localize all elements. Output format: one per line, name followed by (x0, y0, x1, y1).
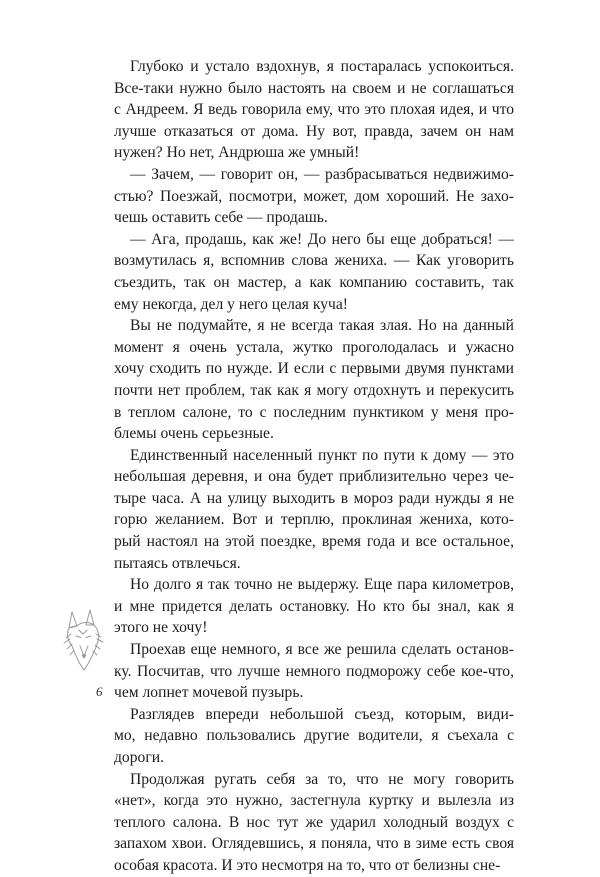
text-line: запахом хвои. Оглядевшись, я поняла, что в зиме есть своя (114, 835, 514, 853)
paragraph (114, 229, 514, 315)
text-line: Продолжая ругать себя за то, что не могу говорить (130, 770, 514, 788)
text-line: горю желанием. Вот и терплю, проклиная жениха, кото- (114, 511, 514, 529)
text-line: дороги. (114, 749, 164, 766)
text-line: в теплом салоне, то с последним пунктиком у меня про- (114, 403, 514, 421)
text-line: Вы не подумайте, я не всегда такая злая. Но на данный (130, 317, 514, 335)
text-line: с Андреем. Я ведь говорила ему, что это плохая идея, и что (114, 101, 514, 119)
paragraph (114, 315, 514, 445)
text-line: блемы очень серьезные. (114, 425, 274, 443)
text-line: небольшая деревня, и она будет приблизительно через че- (114, 468, 514, 486)
paragraph (114, 56, 514, 164)
text-line: и мне придется делать остановку. Но кто бы знал, как я (114, 597, 514, 615)
text-line: Все-таки нужно было настоять на своем и не соглашаться (114, 79, 514, 97)
text-line: момент я очень устала, жутко проголодалась и ужасно (114, 338, 514, 356)
page-number: 6 (96, 684, 103, 699)
text-line: возмутилась я, вспомнив слова жениха. — Как уговорить (114, 252, 514, 270)
text-line: пытаясь отвлечься. (114, 554, 241, 572)
text-line: чем лопнет мочевой пузырь. (114, 684, 304, 702)
paragraph (114, 639, 514, 704)
text-line: Проехав еще немного, я все же решила сделать останов- (130, 641, 514, 659)
text-line: — Ага, продашь, как же! До него бы еще добраться! — (130, 230, 514, 248)
text-line: «нет», когда это нужно, застегнула куртку и вылезла из (114, 792, 514, 810)
text-line: теплого салона. В нос тут же ударил холодный воздух с (114, 813, 514, 831)
text-line: Но долго я так точно не выдержу. Еще пара километров, (130, 576, 514, 594)
text-line: ку. Посчитав, что лучше немного подморожу себе кое-что, (114, 662, 514, 680)
text-line: мо, недавно пользовались другие водители, я съехала с (114, 727, 514, 745)
text-line: стью? Поезжай, посмотри, может, дом хороший. Не захо- (114, 187, 514, 205)
text-line: рый настоял на этой поездке, время года и все остальное, (114, 533, 514, 551)
body-text (114, 56, 514, 877)
paragraph (114, 769, 514, 877)
paragraph (114, 704, 514, 769)
text-line: нужен? Но нет, Андрюша же умный! (114, 144, 360, 162)
paragraph (114, 574, 514, 639)
text-line: съездить, так он мастер, а как компанию составить, так (114, 273, 514, 291)
wolf-head-icon (60, 608, 106, 672)
text-line: этого не хочу! (114, 619, 208, 637)
text-line: почти нет проблем, так как я могу отдохнуть и перекусить (114, 381, 514, 399)
text-line: Глубоко и устало вздохнув, я постаралась успокоиться. (130, 58, 514, 75)
text-line: особая красота. И это несмотря на то, что от белизны сне- (114, 856, 501, 874)
text-line: лучше отказаться от дома. Ну вот, правда, зачем он нам (114, 122, 514, 140)
text-line: Единственный населенный пункт по пути к дому — это (130, 446, 514, 464)
text-line: тыре часа. А на улицу выходить в мороз ради нужды я не (114, 489, 514, 507)
text-line: Разглядев впереди небольшой съезд, которым, види- (130, 705, 514, 723)
text-line: — Зачем, — говорит он, — разбрасываться недвижимо- (130, 165, 514, 183)
paragraph (114, 164, 514, 229)
paragraph (114, 445, 514, 575)
text-line: чешь оставить себе — продашь. (114, 209, 328, 227)
text-line: хочу сходить по нужде. И если с первыми двумя пунктами (114, 360, 514, 378)
text-line: ему некогда, дел у него целая куча! (114, 295, 348, 313)
